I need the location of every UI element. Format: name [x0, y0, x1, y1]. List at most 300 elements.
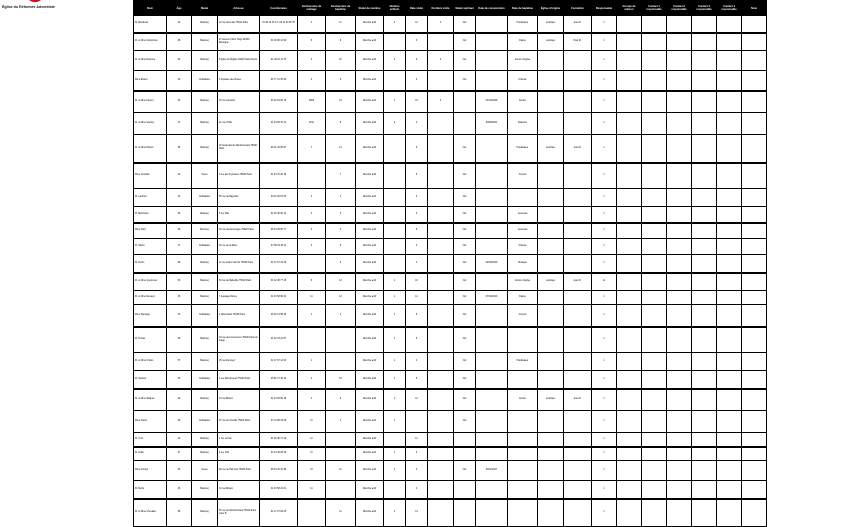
table-cell[interactable]: Oui — [454, 33, 476, 51]
table-cell[interactable]: 34 — [167, 371, 192, 389]
table-cell[interactable]: Célibataire — [192, 371, 218, 389]
table-cell[interactable] — [617, 389, 642, 411]
table-cell[interactable]: Membre actif — [356, 255, 384, 273]
table-cell[interactable]: 4 — [428, 16, 454, 33]
table-cell[interactable]: 4 — [406, 113, 428, 135]
table-cell[interactable]: Jean D. — [564, 16, 592, 33]
table-cell[interactable] — [642, 135, 667, 163]
table-cell[interactable]: 01 42 54 66 10 — [260, 91, 298, 113]
table-cell[interactable] — [617, 16, 642, 33]
table-cell[interactable]: 61 — [167, 91, 192, 113]
table-cell[interactable]: 28 rue de Pali-Kao 75020 Paris — [218, 461, 260, 481]
table-cell[interactable] — [642, 91, 667, 113]
table-cell[interactable]: 1 — [384, 305, 406, 327]
table-cell[interactable]: 01 43 66 70 21 — [260, 113, 298, 135]
table-cell[interactable]: 1 — [592, 461, 617, 481]
table-cell[interactable] — [717, 71, 742, 91]
table-cell[interactable]: 11 — [298, 481, 326, 499]
table-cell[interactable] — [692, 461, 717, 481]
table-cell[interactable]: Ancien d'église — [508, 51, 538, 71]
table-cell[interactable]: 62 — [167, 389, 192, 411]
table-cell[interactable]: Marié(e) — [192, 389, 218, 411]
table-cell[interactable] — [428, 273, 454, 291]
table-cell[interactable]: Lévitique — [538, 273, 564, 291]
table-cell[interactable]: 28 — [167, 411, 192, 433]
table-cell[interactable]: 01 48 20 11 75 — [260, 51, 298, 71]
table-cell[interactable] — [538, 239, 564, 255]
table-cell[interactable] — [564, 305, 592, 327]
table-cell[interactable]: 4 — [406, 481, 428, 499]
table-cell[interactable] — [428, 135, 454, 163]
table-cell[interactable]: M. Zeller — [134, 447, 167, 461]
table-cell[interactable] — [617, 239, 642, 255]
table-cell[interactable] — [717, 447, 742, 461]
column-header[interactable]: Date de consécration — [476, 1, 508, 16]
table-cell[interactable] — [692, 371, 717, 389]
table-cell[interactable]: 11 — [298, 433, 326, 447]
table-cell[interactable] — [538, 163, 564, 189]
table-cell[interactable]: 39 — [167, 327, 192, 353]
table-cell[interactable]: M. Yvon — [134, 433, 167, 447]
table-cell[interactable]: 1 — [384, 371, 406, 389]
table-cell[interactable] — [564, 91, 592, 113]
table-cell[interactable]: 01 42 08 77 15 — [260, 273, 298, 291]
table-cell[interactable]: Jeunesse — [508, 223, 538, 239]
column-header[interactable]: Nom — [134, 1, 167, 16]
table-cell[interactable] — [617, 447, 642, 461]
table-cell[interactable] — [717, 239, 742, 255]
table-cell[interactable] — [538, 327, 564, 353]
table-cell[interactable] — [742, 33, 767, 51]
table-cell[interactable] — [742, 411, 767, 433]
table-cell[interactable] — [667, 291, 692, 305]
table-cell[interactable]: 1 — [592, 305, 617, 327]
table-cell[interactable]: Prédicateur — [508, 353, 538, 371]
table-cell[interactable] — [326, 353, 356, 371]
table-cell[interactable]: 8 — [326, 71, 356, 91]
column-header[interactable]: Contact 2 responsable — [667, 1, 692, 16]
table-cell[interactable]: Membre actif — [356, 113, 384, 135]
table-cell[interactable]: 1 — [592, 223, 617, 239]
table-cell[interactable] — [692, 239, 717, 255]
table-cell[interactable] — [384, 135, 406, 163]
table-cell[interactable]: M. Lambert — [134, 189, 167, 207]
table-cell[interactable]: Oui — [454, 163, 476, 189]
table-cell[interactable] — [298, 255, 326, 273]
table-cell[interactable]: 25 rue Dénoyez — [218, 353, 260, 371]
table-cell[interactable]: Marié(e) — [192, 16, 218, 33]
table-cell[interactable]: 6 — [406, 223, 428, 239]
table-cell[interactable] — [428, 33, 454, 51]
table-cell[interactable]: Diaconie — [508, 113, 538, 135]
table-cell[interactable] — [667, 461, 692, 481]
table-cell[interactable] — [617, 189, 642, 207]
table-cell[interactable]: 4 — [326, 189, 356, 207]
table-cell[interactable] — [692, 353, 717, 371]
table-cell[interactable]: 07/04/2010 — [476, 291, 508, 305]
table-cell[interactable]: Oui — [454, 223, 476, 239]
table-cell[interactable] — [642, 461, 667, 481]
table-cell[interactable]: 5 rue Piat — [218, 207, 260, 223]
table-cell[interactable] — [742, 481, 767, 499]
table-cell[interactable]: 10 rue Bisson — [218, 481, 260, 499]
table-cell[interactable] — [617, 273, 642, 291]
table-cell[interactable]: M. et Mme Fauvel — [134, 91, 167, 113]
table-cell[interactable]: Marié(e) — [192, 113, 218, 135]
table-cell[interactable]: Membre actif — [356, 389, 384, 411]
table-cell[interactable] — [428, 239, 454, 255]
table-cell[interactable]: 56 rue de Bagnolet — [218, 189, 260, 207]
table-cell[interactable] — [617, 163, 642, 189]
table-cell[interactable]: Marié(e) — [192, 207, 218, 223]
table-cell[interactable]: Lévitique — [538, 16, 564, 33]
table-cell[interactable] — [564, 113, 592, 135]
table-cell[interactable] — [564, 461, 592, 481]
table-cell[interactable] — [667, 327, 692, 353]
table-cell[interactable] — [742, 163, 767, 189]
table-cell[interactable]: Prédicateur — [508, 135, 538, 163]
table-cell[interactable] — [667, 135, 692, 163]
table-cell[interactable]: 7 passage Ronce — [218, 291, 260, 305]
table-cell[interactable] — [617, 113, 642, 135]
table-cell[interactable] — [692, 163, 717, 189]
table-cell[interactable]: Mme Sauvage — [134, 305, 167, 327]
column-header[interactable]: Contact 1 responsable — [642, 1, 667, 16]
table-cell[interactable] — [384, 163, 406, 189]
table-cell[interactable]: 06 77 12 45 90 — [260, 71, 298, 91]
table-cell[interactable]: 2009 — [298, 91, 326, 113]
table-cell[interactable]: 2 — [406, 255, 428, 273]
table-cell[interactable]: Célibataire — [192, 71, 218, 91]
table-cell[interactable]: 3 — [406, 447, 428, 461]
table-cell[interactable]: 1 — [298, 353, 326, 371]
table-row[interactable] — [134, 499, 767, 527]
table-cell[interactable]: Diacre — [508, 33, 538, 51]
table-cell[interactable] — [538, 51, 564, 71]
table-cell[interactable] — [667, 163, 692, 189]
table-cell[interactable]: 1 — [592, 16, 617, 33]
table-cell[interactable] — [717, 51, 742, 71]
table-cell[interactable]: Membre actif — [356, 135, 384, 163]
table-cell[interactable]: Célibataire — [192, 239, 218, 255]
table-cell[interactable]: 4 — [298, 16, 326, 33]
table-row[interactable] — [134, 305, 767, 327]
table-cell[interactable]: Marié(e) — [192, 135, 218, 163]
table-cell[interactable]: 1 — [592, 291, 617, 305]
table-cell[interactable] — [454, 91, 476, 113]
table-cell[interactable]: 01 46 88 12 90 — [260, 33, 298, 51]
table-cell[interactable] — [642, 71, 667, 91]
table-row[interactable] — [134, 113, 767, 135]
table-cell[interactable] — [642, 371, 667, 389]
column-header[interactable]: Contact 3 responsable — [692, 1, 717, 16]
table-cell[interactable] — [476, 327, 508, 353]
table-row[interactable] — [134, 273, 767, 291]
table-cell[interactable] — [476, 33, 508, 51]
table-cell[interactable] — [667, 371, 692, 389]
table-cell[interactable] — [617, 371, 642, 389]
column-header[interactable]: Âge — [167, 1, 192, 16]
table-cell[interactable]: M. Vasseur — [134, 371, 167, 389]
table-cell[interactable] — [717, 16, 742, 33]
table-cell[interactable]: 4 — [326, 411, 356, 433]
table-cell[interactable] — [428, 433, 454, 447]
column-header[interactable]: Anniversaire de baptême — [326, 1, 356, 16]
table-cell[interactable]: 3 — [406, 71, 428, 91]
table-cell[interactable] — [617, 223, 642, 239]
table-cell[interactable] — [667, 411, 692, 433]
table-cell[interactable] — [742, 353, 767, 371]
table-cell[interactable] — [538, 305, 564, 327]
table-cell[interactable] — [538, 91, 564, 113]
table-cell[interactable]: Membre actif — [356, 163, 384, 189]
table-cell[interactable]: Oui — [454, 371, 476, 389]
table-cell[interactable] — [326, 433, 356, 447]
table-cell[interactable] — [642, 327, 667, 353]
table-row[interactable] — [134, 389, 767, 411]
table-cell[interactable]: 2 — [298, 189, 326, 207]
table-cell[interactable]: Oui — [454, 389, 476, 411]
table-cell[interactable] — [692, 16, 717, 33]
table-cell[interactable]: 1 — [592, 411, 617, 433]
table-cell[interactable]: Oui — [454, 291, 476, 305]
table-cell[interactable] — [384, 481, 406, 499]
table-cell[interactable] — [326, 327, 356, 353]
table-cell[interactable] — [476, 135, 508, 163]
table-cell[interactable]: 9 — [326, 33, 356, 51]
table-cell[interactable]: 11 — [326, 461, 356, 481]
table-cell[interactable]: 2 — [298, 371, 326, 389]
table-cell[interactable] — [692, 91, 717, 113]
table-cell[interactable] — [667, 223, 692, 239]
table-cell[interactable] — [564, 371, 592, 389]
table-cell[interactable]: 3 — [298, 239, 326, 255]
table-cell[interactable] — [476, 447, 508, 461]
table-cell[interactable]: Membre actif — [356, 189, 384, 207]
table-cell[interactable]: 01 43 58 22 61 — [260, 481, 298, 499]
table-cell[interactable]: 6 rue Vilin — [218, 447, 260, 461]
table-cell[interactable]: Marié(e) — [192, 255, 218, 273]
table-cell[interactable] — [717, 499, 742, 527]
table-cell[interactable]: 44 — [167, 16, 192, 33]
table-cell[interactable]: Marié(e) — [192, 499, 218, 527]
table-cell[interactable]: 1 — [592, 433, 617, 447]
table-cell[interactable] — [564, 291, 592, 305]
table-cell[interactable]: Mme Noël — [134, 223, 167, 239]
table-cell[interactable]: 59 — [167, 255, 192, 273]
table-row[interactable] — [134, 447, 767, 461]
table-cell[interactable] — [642, 305, 667, 327]
table-cell[interactable]: 58 — [167, 499, 192, 527]
table-cell[interactable]: Accueil — [508, 163, 538, 189]
table-cell[interactable]: 1 — [592, 389, 617, 411]
table-cell[interactable]: M. et Mme Chevalier — [134, 499, 167, 527]
table-cell[interactable]: 1 — [592, 33, 617, 51]
table-cell[interactable]: Diacre — [508, 291, 538, 305]
table-cell[interactable] — [667, 239, 692, 255]
table-cell[interactable]: 1 — [384, 389, 406, 411]
table-cell[interactable] — [617, 291, 642, 305]
table-row[interactable] — [134, 91, 767, 113]
table-cell[interactable]: 4 — [406, 239, 428, 255]
column-header[interactable]: Anniversaire de mariage — [298, 1, 326, 16]
table-cell[interactable]: 1 — [592, 255, 617, 273]
table-cell[interactable]: Marié(e) — [192, 447, 218, 461]
table-row[interactable] — [134, 135, 767, 163]
table-cell[interactable]: Membre actif — [356, 371, 384, 389]
table-cell[interactable]: 19 rue des Couronnes 75020 Paris 2e étage — [218, 327, 260, 353]
table-cell[interactable] — [476, 353, 508, 371]
table-cell[interactable]: 6 — [406, 327, 428, 353]
table-cell[interactable] — [508, 461, 538, 481]
table-cell[interactable]: 2 — [298, 207, 326, 223]
table-cell[interactable]: 4 — [298, 389, 326, 411]
table-cell[interactable] — [428, 499, 454, 527]
table-cell[interactable]: 1 — [384, 499, 406, 527]
table-cell[interactable]: Membre actif — [356, 223, 384, 239]
table-cell[interactable]: M. et Mme Wagner — [134, 389, 167, 411]
table-cell[interactable] — [538, 113, 564, 135]
table-cell[interactable]: 50 rue de Ménilmontant 75020 Paris porte B — [218, 499, 260, 527]
column-header[interactable]: Nombre enfants — [384, 1, 406, 16]
column-header[interactable]: Formation — [564, 1, 592, 16]
table-cell[interactable] — [667, 255, 692, 273]
table-cell[interactable] — [617, 135, 642, 163]
table-cell[interactable]: Mme Arnaud — [134, 461, 167, 481]
table-cell[interactable] — [742, 135, 767, 163]
column-header[interactable]: Date visite — [406, 1, 428, 16]
table-cell[interactable] — [742, 223, 767, 239]
table-cell[interactable] — [508, 499, 538, 527]
table-cell[interactable]: 11 — [406, 433, 428, 447]
table-cell[interactable] — [642, 389, 667, 411]
table-cell[interactable] — [642, 273, 667, 291]
table-cell[interactable] — [538, 291, 564, 305]
table-cell[interactable]: 14 — [406, 499, 428, 527]
table-cell[interactable]: 3 — [298, 223, 326, 239]
table-cell[interactable]: 53 — [167, 461, 192, 481]
table-cell[interactable] — [428, 71, 454, 91]
table-cell[interactable]: Marié(e) — [192, 33, 218, 51]
table-cell[interactable]: 36 — [167, 207, 192, 223]
table-cell[interactable]: Membre actif — [356, 461, 384, 481]
table-cell[interactable]: Membre actif — [356, 481, 384, 499]
table-cell[interactable] — [538, 353, 564, 371]
table-cell[interactable]: 2 — [428, 91, 454, 113]
table-cell[interactable]: M. et Mme Renaud — [134, 291, 167, 305]
table-row[interactable] — [134, 239, 767, 255]
table-cell[interactable]: 1 — [384, 327, 406, 353]
table-cell[interactable] — [717, 461, 742, 481]
column-header[interactable]: Statut de membre — [356, 1, 384, 16]
table-cell[interactable] — [538, 189, 564, 207]
table-cell[interactable]: 4 — [298, 51, 326, 71]
table-cell[interactable]: 6 — [298, 33, 326, 51]
table-cell[interactable]: 52 — [167, 51, 192, 71]
table-cell[interactable]: 1 — [592, 447, 617, 461]
table-cell[interactable] — [564, 189, 592, 207]
table-cell[interactable] — [742, 305, 767, 327]
table-cell[interactable]: 01 47 97 66 05 — [260, 499, 298, 527]
table-cell[interactable] — [642, 499, 667, 527]
table-cell[interactable] — [742, 189, 767, 207]
table-cell[interactable] — [642, 51, 667, 71]
table-cell[interactable]: 43 — [167, 433, 192, 447]
table-cell[interactable]: 1 — [384, 51, 406, 71]
table-cell[interactable] — [717, 433, 742, 447]
table-cell[interactable] — [564, 71, 592, 91]
table-cell[interactable]: 01 47 97 31 20 — [260, 255, 298, 273]
table-cell[interactable]: Célibataire — [192, 411, 218, 433]
table-row[interactable] — [134, 411, 767, 433]
table-cell[interactable] — [508, 371, 538, 389]
table-cell[interactable] — [538, 371, 564, 389]
table-cell[interactable] — [667, 91, 692, 113]
table-cell[interactable] — [692, 305, 717, 327]
table-cell[interactable] — [298, 499, 326, 527]
table-cell[interactable] — [508, 481, 538, 499]
table-cell[interactable]: 07 68 23 45 11 — [260, 239, 298, 255]
table-cell[interactable] — [428, 291, 454, 305]
table-cell[interactable] — [428, 223, 454, 239]
table-cell[interactable] — [384, 433, 406, 447]
table-cell[interactable] — [476, 163, 508, 189]
table-cell[interactable]: 11 — [326, 16, 356, 33]
table-cell[interactable]: 64 rue de Belleville 75019 Paris — [218, 273, 260, 291]
table-cell[interactable] — [538, 207, 564, 223]
table-cell[interactable]: Chorale — [508, 71, 538, 91]
table-cell[interactable]: 01 43 70 25 36 — [260, 163, 298, 189]
table-cell[interactable] — [642, 239, 667, 255]
table-cell[interactable] — [617, 33, 642, 51]
table-cell[interactable]: 12 — [326, 291, 356, 305]
table-cell[interactable] — [617, 499, 642, 527]
table-cell[interactable]: 1 — [384, 353, 406, 371]
table-cell[interactable]: 11 — [298, 411, 326, 433]
table-cell[interactable] — [717, 291, 742, 305]
table-cell[interactable]: M. Marchand — [134, 207, 167, 223]
table-cell[interactable] — [508, 189, 538, 207]
table-cell[interactable]: Marié(e) — [192, 51, 218, 71]
table-cell[interactable] — [617, 51, 642, 71]
table-row[interactable] — [134, 33, 767, 51]
table-cell[interactable] — [564, 353, 592, 371]
table-cell[interactable] — [454, 447, 476, 461]
table-cell[interactable]: Membre actif — [356, 16, 384, 33]
table-cell[interactable]: 18 rue de la Mare — [218, 239, 260, 255]
table-cell[interactable]: 9 rue des Pyrénées 75020 Paris — [218, 163, 260, 189]
table-cell[interactable]: Jean D. — [564, 135, 592, 163]
table-cell[interactable] — [508, 411, 538, 433]
table-cell[interactable]: 3 — [406, 33, 428, 51]
table-cell[interactable] — [642, 291, 667, 305]
table-cell[interactable] — [742, 71, 767, 91]
table-cell[interactable]: Musique — [508, 255, 538, 273]
table-cell[interactable] — [717, 353, 742, 371]
table-cell[interactable] — [742, 113, 767, 135]
table-cell[interactable]: Mme Éluard — [134, 71, 167, 91]
table-cell[interactable]: Accueil — [508, 305, 538, 327]
table-cell[interactable]: Oui — [454, 273, 476, 291]
table-cell[interactable] — [642, 16, 667, 33]
table-cell[interactable]: 06 21 43 65 87 — [260, 135, 298, 163]
table-cell[interactable] — [692, 223, 717, 239]
table-cell[interactable] — [642, 223, 667, 239]
table-cell[interactable] — [717, 305, 742, 327]
table-cell[interactable]: 1 — [592, 239, 617, 255]
table-cell[interactable]: 48 — [167, 223, 192, 239]
table-cell[interactable]: Célibataire — [192, 189, 218, 207]
